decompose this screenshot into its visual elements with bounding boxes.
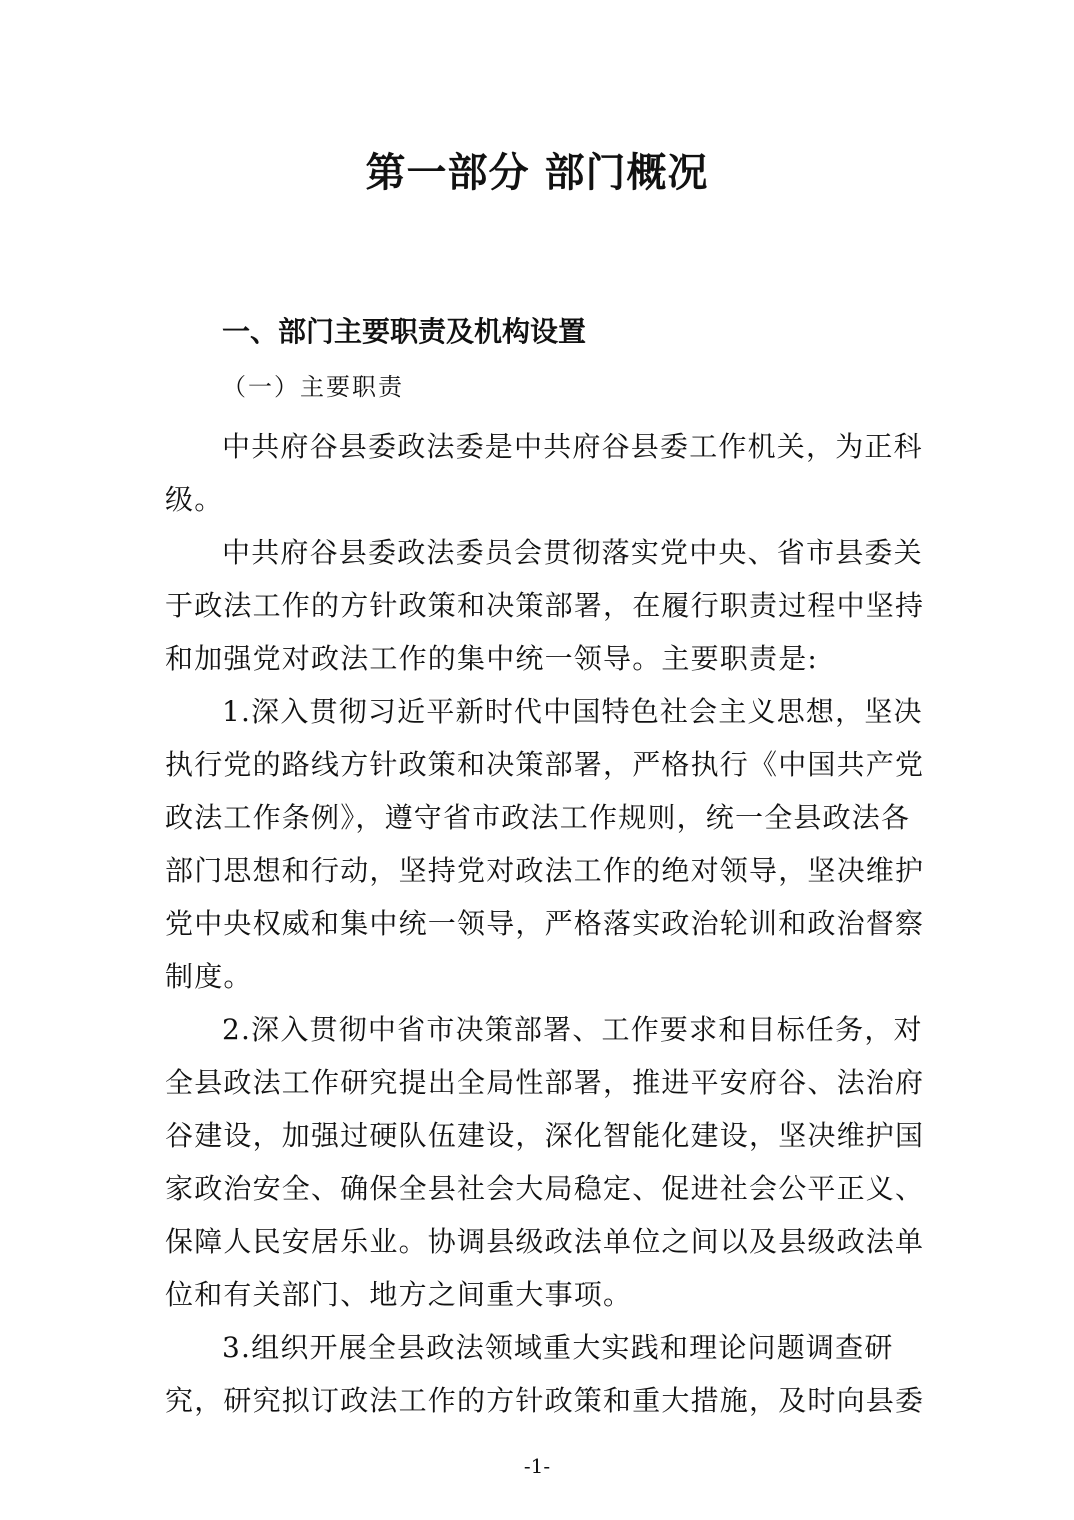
text-line: 家政治安全、确保全县社会大局稳定、促进社会公平正义、: [165, 1172, 925, 1205]
text-line: 级。: [165, 483, 224, 516]
text-line: 2.深入贯彻中省市决策部署、工作要求和目标任务，对: [222, 1013, 923, 1046]
page-title: 第一部分 部门概况: [365, 149, 709, 196]
subsection-heading: （一）主要职责: [222, 373, 404, 401]
text-line: 谷建设，加强过硬队伍建设，深化智能化建设，坚决维护国: [165, 1119, 925, 1152]
text-line: 于政法工作的方针政策和决策部署，在履行职责过程中坚持: [165, 589, 925, 622]
section-heading: 一、部门主要职责及机构设置: [222, 315, 587, 348]
text-line: 中共府谷县委政法委是中共府谷县委工作机关，为正科: [222, 430, 923, 463]
text-line: 保障人民安居乐业。协调县级政法单位之间以及县级政法单: [165, 1225, 925, 1258]
text-line: 3.组织开展全县政法领域重大实践和理论问题调查研: [222, 1331, 894, 1364]
page-number: -1-: [523, 1454, 551, 1478]
text-line: 政法工作条例》，遵守省市政法工作规则，统一全县政法各: [165, 801, 911, 834]
text-line: 和加强党对政法工作的集中统一领导。主要职责是:: [165, 642, 819, 675]
text-line: 全县政法工作研究提出全局性部署，推进平安府谷、法治府: [165, 1066, 925, 1099]
text-line: 部门思想和行动，坚持党对政法工作的绝对领导，坚决维护: [165, 854, 925, 887]
text-line: 位和有关部门、地方之间重大事项。: [165, 1278, 633, 1311]
text-line: 中共府谷县委政法委员会贯彻落实党中央、省市县委关: [222, 536, 923, 569]
text-line: 究，研究拟订政法工作的方针政策和重大措施，及时向县委: [165, 1384, 925, 1417]
body-text: [165, 420, 925, 1427]
text-line: 执行党的路线方针政策和决策部署，严格执行《中国共产党: [165, 748, 925, 781]
text-line: 制度。: [165, 960, 253, 993]
text-line: 1.深入贯彻习近平新时代中国特色社会主义思想，坚决: [222, 695, 923, 728]
text-line: 党中央权威和集中统一领导，严格落实政治轮训和政治督察: [165, 907, 925, 940]
